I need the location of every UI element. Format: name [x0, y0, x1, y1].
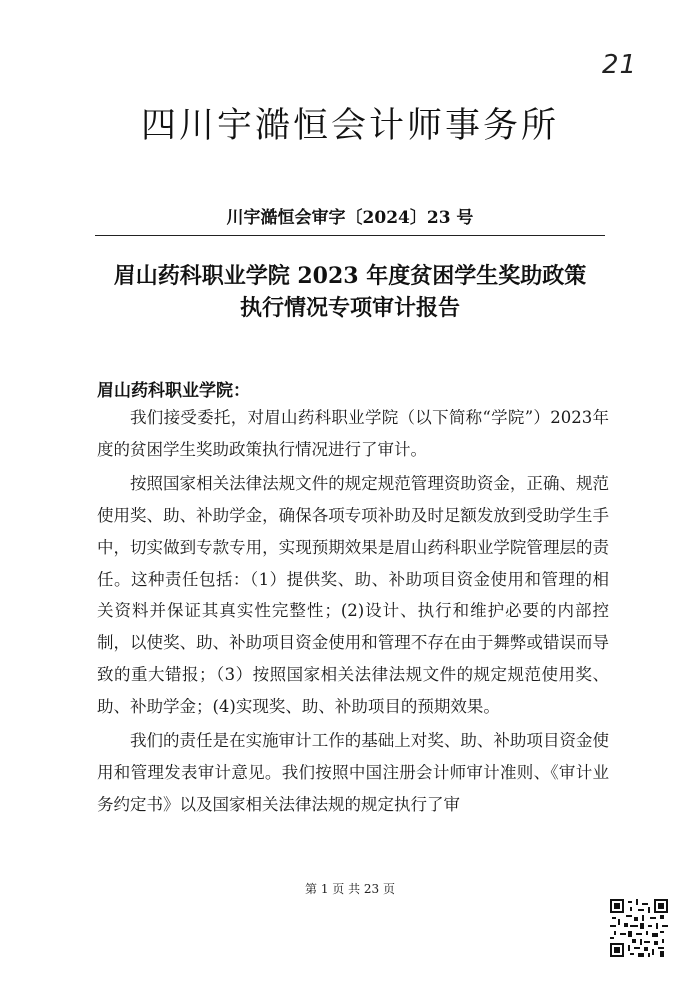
- page-footer: 第 1 页 共 23 页: [305, 882, 395, 896]
- handwritten-page-number: 21: [602, 50, 638, 80]
- qr-code-icon: [610, 899, 668, 957]
- body-paragraph: 按照国家相关法律法规文件的规定规范管理资助资金，正确、规范使用奖、助、补助学金，确保各项专项补助及时足额发放到受助学生手中，切实做到专款专用，实现预期效果是眉山药科职业学院管理层的责任。这种责任包括：（1）提供奖、助、补助项目资金使用和管理的相关资料并保证其真实性完整性；(2)设计、执行和维护必要的内部控制，以使奖、助、补助项目资金使用和管理不存在由于舞弊或错误而导致的重大错报；（3）按照国家相关法律法规文件的规定规范使用奖、助、补助学金；(4)实现奖、助、补助项目的预期效果。: [97, 473, 609, 717]
- report-title-line-1: 眉山药科职业学院 2023 年度贫困学生奖助政策: [113, 263, 587, 289]
- addressee: 眉山药科职业学院：: [97, 381, 250, 401]
- header-divider: [95, 235, 605, 236]
- report-title-line-2: 执行情况专项审计报告: [239, 295, 460, 321]
- report-title: [0, 260, 700, 324]
- body-paragraph: 我们接受委托，对眉山药科职业学院（以下简称“学院”）2023年度的贫困学生奖助政策执行情况进行了审计。: [97, 408, 609, 459]
- body-paragraph: 我们的责任是在实施审计工作的基础上对奖、助、补助项目资金使用和管理发表审计意见。我们按照中国注册会计师审计准则、《审计业务约定书》以及国家相关法律法规的规定执行了审: [97, 731, 609, 814]
- report-body: [97, 402, 609, 823]
- firm-name-heading: 四川宇澔恒会计师事务所: [140, 106, 559, 146]
- document-number: 川宇澔恒会审字〔2024〕23 号: [226, 208, 474, 228]
